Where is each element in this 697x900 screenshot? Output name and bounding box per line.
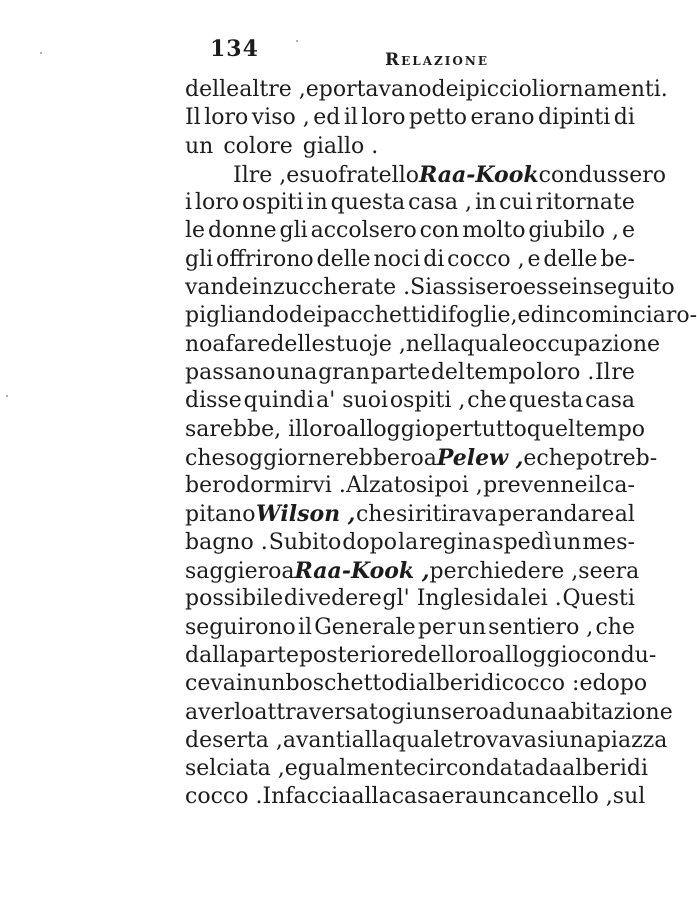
word: in [571, 275, 593, 301]
text-line [185, 359, 635, 387]
text-line [185, 727, 668, 755]
text-line [185, 161, 666, 189]
word: i [185, 190, 193, 216]
word: quale [460, 331, 522, 357]
word: loro [447, 642, 492, 668]
word: cocco : [501, 671, 580, 697]
word: giunsero [391, 699, 489, 725]
word: ed [517, 303, 545, 329]
word: ritirava [414, 502, 498, 528]
word: potreb- [575, 445, 658, 471]
word: ritornate [535, 190, 635, 216]
word: casa , [408, 190, 472, 216]
word: occupazione [521, 331, 661, 357]
word: il [343, 105, 358, 131]
word: spedì [492, 529, 552, 555]
word: alloggio [346, 416, 436, 442]
word: cocco . [185, 784, 263, 810]
word: e [621, 218, 635, 244]
word: che [185, 445, 225, 471]
word: per [498, 502, 536, 528]
word: faccia [285, 784, 352, 810]
word: di [283, 586, 305, 612]
word: poi , [434, 473, 483, 499]
text-line [185, 614, 635, 642]
word: sarebbe, il [185, 416, 303, 442]
word: no [185, 331, 213, 357]
word: il [587, 473, 602, 499]
word: chiedere , [467, 559, 579, 585]
word: disse [185, 388, 242, 414]
word: per [429, 559, 468, 585]
text-line [185, 104, 635, 132]
word: bagno . [185, 529, 268, 555]
word: parte [370, 359, 431, 385]
text-line [185, 699, 673, 727]
word: Generale [314, 614, 416, 640]
word: gran [318, 359, 370, 385]
word: piccioli [465, 77, 546, 102]
word: e [579, 671, 593, 697]
word: vande [185, 275, 252, 301]
word: gli [185, 246, 214, 272]
text-line [185, 670, 648, 698]
word: dei [431, 77, 466, 102]
word: che [355, 502, 396, 528]
word: alberi [415, 671, 481, 697]
word: possibile [185, 586, 284, 612]
word: una [516, 699, 558, 725]
word: al [614, 502, 635, 528]
word: pitano [185, 502, 256, 528]
word: alla [351, 784, 392, 810]
word: giallo . [302, 133, 379, 159]
word: che [595, 614, 635, 640]
word: del [413, 642, 448, 668]
word: incominciaro- [544, 303, 697, 329]
word: sentiero , [488, 614, 594, 640]
word: colore [223, 133, 293, 159]
word: fare [225, 331, 271, 357]
word: ospiti [242, 190, 304, 216]
word: del [430, 359, 465, 385]
word: di [394, 671, 416, 697]
word: seguito [592, 275, 675, 301]
text-line [185, 331, 661, 359]
word: da [534, 756, 563, 782]
word: casa [585, 388, 635, 414]
word: sul [612, 784, 646, 810]
text-line [185, 642, 657, 670]
word: prevenne [483, 473, 588, 499]
text-line [185, 783, 646, 811]
word: a [212, 331, 226, 357]
text-line [185, 472, 635, 500]
word: alberi [562, 756, 627, 782]
word: Si [410, 275, 433, 301]
text-line [185, 585, 635, 613]
word: esse [523, 275, 572, 301]
word: selciata , [185, 756, 285, 782]
text-line [185, 133, 635, 161]
word: era [441, 784, 479, 810]
word: andare [536, 502, 615, 528]
text-line [185, 302, 697, 330]
word: che [467, 388, 507, 414]
word: e [286, 162, 300, 188]
word: per [417, 614, 456, 640]
word: mes- [582, 529, 635, 555]
text-line [185, 189, 635, 217]
word: per [435, 416, 473, 442]
word: se [578, 559, 603, 585]
word: Il [233, 162, 249, 188]
word: ornamenti. [545, 77, 668, 102]
word: fratello [338, 162, 419, 188]
word: a' suoi [316, 388, 388, 414]
word: regina [419, 529, 492, 555]
text-line [185, 274, 675, 302]
text-line [185, 217, 635, 245]
text-line [185, 416, 646, 444]
word: con [419, 218, 460, 244]
word: pigliando [185, 303, 289, 329]
word: un [185, 133, 214, 159]
italic-word: Raa-Kook , [294, 558, 430, 585]
word: pacchetti [323, 303, 427, 329]
word: condu- [580, 642, 657, 668]
word: noci [373, 246, 421, 272]
word: deserta , [185, 727, 283, 753]
word: delle [543, 246, 598, 272]
word: che [536, 445, 576, 471]
word: questa [330, 190, 406, 216]
word: boschetto [285, 671, 395, 697]
word: di [480, 671, 502, 697]
running-head-title: Relazione [385, 50, 489, 70]
word: re [611, 359, 635, 385]
word: soggiornerebbero [224, 445, 424, 471]
word: alla [351, 727, 392, 753]
word: attraversato [254, 699, 392, 725]
word: dormirvi . [236, 473, 346, 499]
word: be- [600, 246, 635, 272]
word: casa [391, 784, 442, 810]
word: erano [470, 105, 535, 131]
word: in [474, 190, 497, 216]
word: quindi [243, 388, 315, 414]
word: petto [408, 105, 467, 131]
body-text [185, 76, 697, 812]
word: vedere [305, 586, 382, 612]
word: loro [302, 416, 347, 442]
word: foglie, [447, 303, 518, 329]
word: dopo [342, 529, 397, 555]
word: assisero [432, 275, 524, 301]
word: e [527, 246, 541, 272]
word: gl' Inglesi [382, 586, 493, 612]
word: Alzatosi [346, 473, 435, 499]
word: molto [462, 218, 526, 244]
word: un [552, 529, 582, 555]
word: ca- [602, 473, 635, 499]
word: e [523, 445, 537, 471]
word: cancello , [506, 784, 613, 810]
word: tempo [465, 359, 536, 385]
word: quale [391, 727, 454, 753]
word: cocco , [447, 246, 525, 272]
text-line [185, 529, 635, 557]
paper-speck [40, 52, 42, 54]
word: di [426, 303, 448, 329]
word: tutto [472, 416, 527, 442]
word: di [613, 105, 635, 131]
word: accolsero [310, 218, 417, 244]
word: gli [279, 218, 308, 244]
word: egualmente [284, 756, 417, 782]
word: dalla [185, 642, 240, 668]
word: ospiti , [389, 388, 466, 414]
word: altre , [239, 77, 306, 102]
word: loro . [536, 359, 595, 385]
word: il [297, 614, 313, 640]
word: inzuccherate . [251, 275, 411, 301]
italic-word: Wilson , [256, 501, 356, 528]
word: cui [499, 190, 533, 216]
text-line [185, 76, 668, 104]
word: da [492, 586, 520, 612]
word: averlo [185, 699, 255, 725]
word: abitazione [557, 699, 673, 725]
word: condussero [538, 162, 666, 188]
word: donne [207, 218, 277, 244]
word: in [235, 671, 258, 697]
word: in [306, 190, 328, 216]
word: avanti [282, 727, 352, 753]
word: In [262, 784, 286, 810]
word: portavano [318, 77, 432, 102]
text-line [185, 387, 635, 415]
word: trovavasi [453, 727, 556, 753]
word: nella [405, 331, 461, 357]
word: un [478, 784, 507, 810]
word: ad [488, 699, 516, 725]
word: Il [185, 105, 201, 131]
word: una [555, 727, 597, 753]
word: parte [239, 642, 299, 668]
word: un [257, 671, 286, 697]
word: a [281, 559, 295, 585]
word: posteriore [298, 642, 414, 668]
word: alloggio [491, 642, 581, 668]
word: questa [508, 388, 584, 414]
text-line [185, 500, 635, 528]
word: una [275, 359, 318, 385]
text-line [185, 557, 640, 585]
word: tempo [575, 416, 646, 442]
word: Subito [268, 529, 342, 555]
word: seguirono [185, 614, 296, 640]
italic-word: Pelew , [436, 444, 524, 471]
page-number: 134 [210, 36, 259, 62]
word: loro [204, 105, 249, 131]
word: a [423, 445, 437, 471]
word: giubilo , [528, 218, 620, 244]
word: dipinti [538, 105, 611, 131]
word: di [423, 246, 445, 272]
word: si [396, 502, 415, 528]
word: delle [270, 331, 325, 357]
word: passano [185, 359, 276, 385]
word: loro [361, 105, 406, 131]
italic-word: Raa-Kook [418, 161, 539, 188]
word: delle [185, 77, 240, 102]
word: era [602, 559, 640, 585]
word: dei [288, 303, 324, 329]
word: e [305, 77, 319, 102]
word: la [398, 529, 419, 555]
word: dopo [592, 671, 648, 697]
word: di [626, 756, 649, 782]
word: suo [299, 162, 339, 188]
text-line [185, 246, 635, 274]
word: re , [248, 162, 287, 188]
word: bero [185, 473, 236, 499]
word: un [457, 614, 486, 640]
word: le [185, 218, 206, 244]
word: ed [313, 105, 341, 131]
text-line [185, 755, 649, 783]
word: viso , [251, 105, 310, 131]
word: delle [316, 246, 371, 272]
paper-speck [6, 395, 8, 397]
paper-speck [296, 40, 298, 42]
word: saggiero [185, 559, 282, 585]
word: piazza [596, 727, 668, 753]
word: quel [526, 416, 575, 442]
word: Questi [562, 586, 635, 612]
word: lei . [520, 586, 562, 612]
text-line [185, 444, 658, 472]
word: offrirono [216, 246, 314, 272]
word: stuoje , [324, 331, 406, 357]
word: circondata [416, 756, 535, 782]
word: loro [195, 190, 240, 216]
word: Il [594, 359, 611, 385]
word: ceva [185, 671, 236, 697]
